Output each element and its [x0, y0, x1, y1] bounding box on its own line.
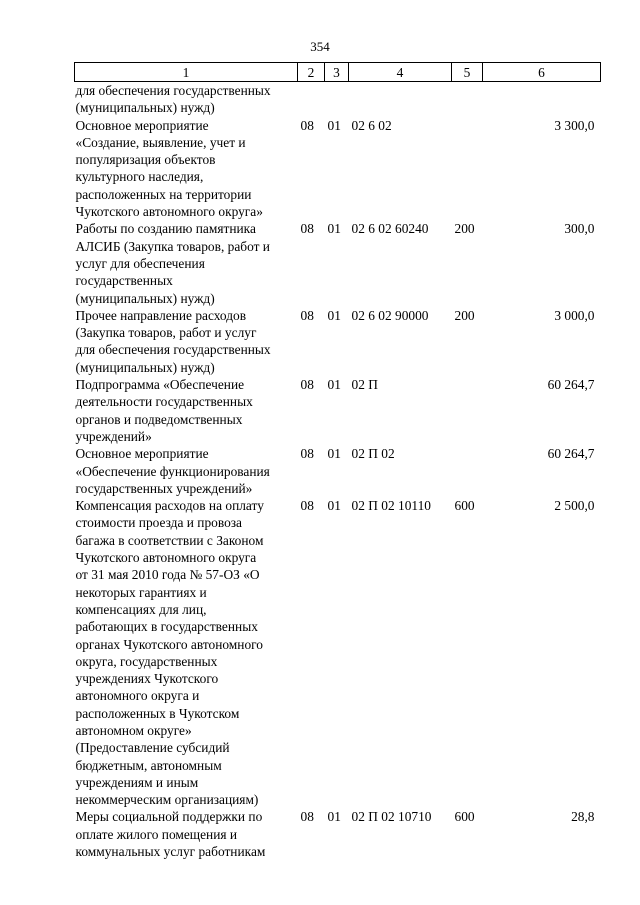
table-row: [75, 117, 601, 221]
row-expense-type: [452, 82, 483, 117]
row-amount: 3 000,0: [554, 307, 595, 323]
row-amount: 60 264,7: [547, 446, 595, 462]
row-name-line: популяризация объектов: [75, 152, 216, 168]
row-subsection: [325, 82, 349, 117]
table-header: [75, 63, 601, 82]
row-subsection: 01: [327, 117, 341, 133]
row-subsection: 01: [327, 377, 341, 393]
table-row: [75, 445, 601, 497]
row-target-article: 02 6 02 60240: [351, 221, 429, 237]
row-name-line: Работы по созданию памятника: [75, 221, 256, 237]
row-name-line: услуг для обеспечения: [75, 255, 205, 271]
row-name-line: (муниципальных) нужд): [75, 100, 215, 116]
row-expense-type: [452, 117, 483, 221]
row-name-line: некоторых гарантиях и: [75, 584, 207, 600]
row-section: 08: [300, 377, 314, 393]
row-target-article: 02 П: [351, 377, 378, 393]
header-col-3: 3: [325, 63, 349, 82]
row-name-line: Основное мероприятие: [75, 446, 209, 462]
row-name-line: (Закупка товаров, работ и услуг: [75, 325, 257, 341]
row-expense-type: 200: [454, 307, 475, 323]
table-row: [75, 808, 601, 860]
row-name-line: некоммерческим организациям): [75, 792, 259, 808]
row-name-line: для обеспечения государственных: [75, 83, 271, 98]
row-name-line: органов и подведомственных: [75, 411, 243, 427]
row-subsection: 01: [327, 446, 341, 462]
header-row: [75, 63, 601, 82]
row-name-line: государственных: [75, 273, 173, 289]
row-expense-type: [452, 445, 483, 497]
row-name-line: Подпрограмма «Обеспечение: [75, 377, 245, 393]
row-name-line: автономном округе»: [75, 722, 192, 738]
table-body: [75, 82, 601, 861]
header-col-6: 6: [483, 63, 601, 82]
row-target-article: [349, 82, 452, 117]
page-number: 354: [310, 39, 330, 54]
row-subsection: 01: [327, 809, 341, 825]
row-amount: 28,8: [571, 809, 595, 825]
row-target-article: 02 П 02 10110: [351, 498, 431, 514]
row-target-article: 02 6 02: [351, 117, 392, 133]
row-name-line: (Предоставление субсидий: [75, 740, 230, 756]
row-expense-type: 600: [454, 498, 475, 514]
header-col-2: 2: [298, 63, 325, 82]
row-name-line: коммунальных услуг работникам: [75, 844, 266, 860]
row-expense-type: [452, 376, 483, 445]
row-name-line: деятельности государственных: [75, 394, 253, 410]
row-name-line: округа, государственных: [75, 653, 218, 669]
header-col-5: 5: [452, 63, 483, 82]
row-name-line: расположенных в Чукотском: [75, 705, 240, 721]
row-name-line: Меры социальной поддержки по: [75, 809, 263, 825]
table-row: [75, 307, 601, 376]
row-name-line: Прочее направление расходов: [75, 307, 247, 323]
row-name: [75, 117, 298, 221]
row-amount: 300,0: [564, 221, 595, 237]
row-name-line: (муниципальных) нужд): [75, 359, 215, 375]
row-amount: [483, 82, 601, 117]
row-section: 08: [300, 117, 314, 133]
row-name-line: (муниципальных) нужд): [75, 290, 215, 306]
row-section: 08: [300, 446, 314, 462]
row-section: [298, 82, 325, 117]
row-name-line: АЛСИБ (Закупка товаров, работ и: [75, 238, 270, 254]
row-name-line: стоимости проезда и провоза: [75, 515, 243, 531]
budget-table: [74, 62, 601, 860]
table-row: [75, 497, 601, 808]
row-target-article: 02 6 02 90000: [351, 307, 429, 323]
row-subsection: 01: [327, 498, 341, 514]
row-section: 08: [300, 498, 314, 514]
row-section: 08: [300, 809, 314, 825]
row-name-line: «Обеспечение функционирования: [75, 463, 270, 479]
table-row: [75, 220, 601, 306]
row-name: [75, 445, 298, 497]
row-target-article: 02 П 02 10710: [351, 809, 432, 825]
row-name-line: Чукотского автономного округа»: [75, 204, 263, 220]
row-name-line: «Создание, выявление, учет и: [75, 134, 246, 150]
row-name-line: компенсациях для лиц,: [75, 601, 207, 617]
row-expense-type: 200: [454, 221, 475, 237]
row-name: [75, 497, 298, 808]
row-name-line: оплате жилого помещения и: [75, 826, 238, 842]
row-name-line: для обеспечения государственных: [75, 342, 271, 358]
row-section: 08: [300, 221, 314, 237]
row-name-line: органах Чукотского автономного: [75, 636, 263, 652]
row-name-line: государственных учреждений»: [75, 480, 253, 496]
row-name-line: Чукотского автономного округа: [75, 550, 257, 566]
table-row: [75, 82, 601, 117]
row-name: [75, 220, 298, 306]
row-name-line: Компенсация расходов на оплату: [75, 498, 264, 514]
row-name-line: учреждений»: [75, 428, 152, 444]
row-name-line: багажа в соответствии с Законом: [75, 532, 264, 548]
row-name-line: от 31 мая 2010 года № 57-ОЗ «О: [75, 567, 260, 583]
row-name-line: культурного наследия,: [75, 169, 204, 185]
header-col-1: 1: [75, 63, 298, 82]
row-section: 08: [300, 307, 314, 323]
row-target-article: 02 П 02: [351, 446, 395, 462]
row-name-line: бюджетным, автономным: [75, 757, 222, 773]
row-name-line: Основное мероприятие: [75, 117, 209, 133]
row-name-line: учреждениях Чукотского: [75, 671, 219, 687]
row-name-line: учреждениям и иным: [75, 774, 199, 790]
row-name: [75, 307, 298, 376]
table-row: [75, 376, 601, 445]
row-expense-type: 600: [454, 809, 475, 825]
row-name: [75, 376, 298, 445]
row-name: [75, 808, 298, 860]
header-col-4: 4: [349, 63, 452, 82]
row-name-line: работающих в государственных: [75, 619, 258, 635]
row-subsection: 01: [327, 221, 341, 237]
row-subsection: 01: [327, 307, 341, 323]
row-name-line: автономного округа и: [75, 688, 200, 704]
row-name: [75, 82, 298, 117]
row-amount: 2 500,0: [554, 498, 595, 514]
row-amount: 3 300,0: [554, 117, 595, 133]
row-name-line: расположенных на территории: [75, 186, 252, 202]
row-amount: 60 264,7: [547, 377, 595, 393]
